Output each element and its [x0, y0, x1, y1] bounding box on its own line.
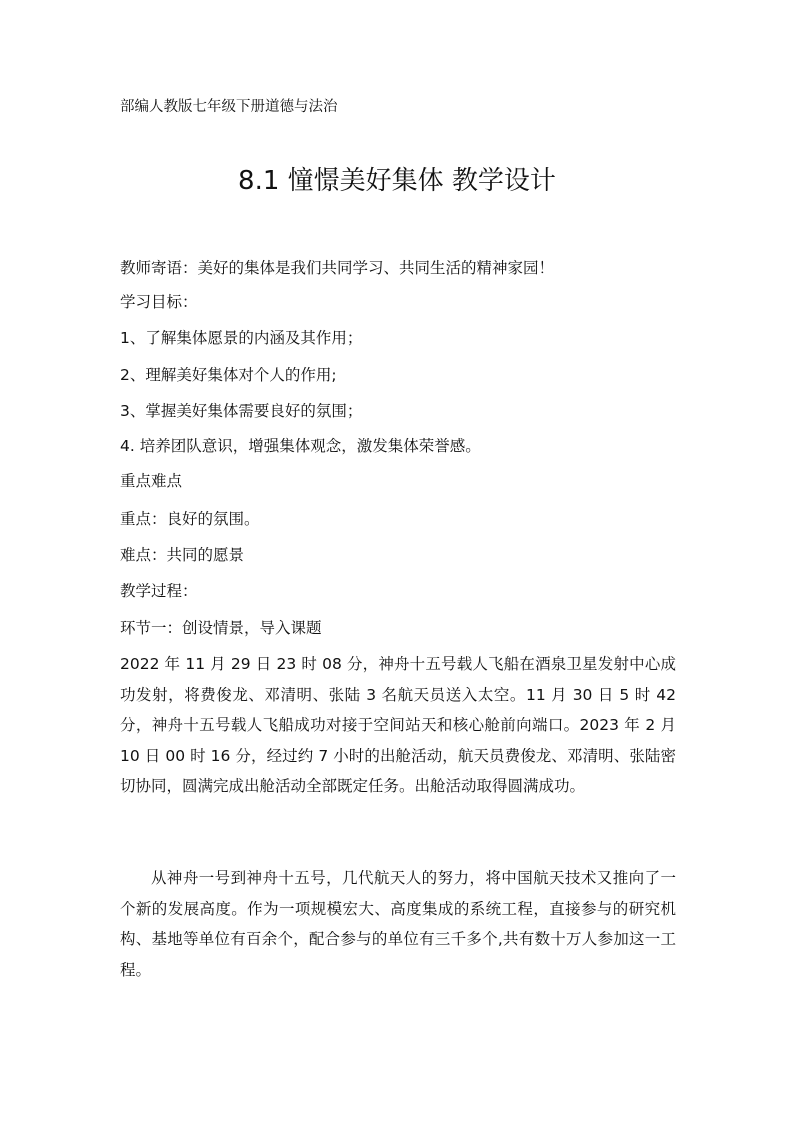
key-points-heading: 重点难点	[120, 472, 183, 490]
key-point: 重点：良好的氛围。	[120, 510, 260, 528]
process-heading: 教学过程：	[120, 582, 198, 600]
paragraph-1: 2022 年 11 月 29 日 23 时 08 分，神舟十五号载人飞船在酒泉卫星发射中心成功发射，将费俊龙、邓清明、张陆 3 名航天员送入太空。11 月 30 日 5 时 42 分，神舟十五号载人飞船成功对接于空间站天和核心舱前向端口。2023 年 2 月 10 日 00 时 16 分，经过约 7 小时的出舱活动，航天员费俊龙、邓清明、张陆密切协同，圆满完成出舱活动全部既定任务。出舱活动取得圆满成功。	[120, 655, 676, 796]
objective-item: 4. 培养团队意识，增强集体观念，激发集体荣誉感。	[120, 437, 481, 455]
step1-heading: 环节一：创设情景，导入课题	[120, 619, 322, 637]
objective-item: 1、了解集体愿景的内涵及其作用；	[120, 329, 363, 347]
objective-item: 2、理解美好集体对个人的作用;	[120, 366, 337, 384]
difficult-point: 难点：共同的愿景	[120, 546, 245, 564]
objective-item: 3、掌握美好集体需要良好的氛围；	[120, 402, 363, 420]
paragraph-2: 从神舟一号到神舟十五号，几代航天人的努力，将中国航天技术又推向了一个新的发展高度。作为一项规模宏大、高度集成的系统工程，直接参与的研究机构、基地等单位有百余个，配合参与的单位有三千多个,共有数十万人参加这一工程。	[120, 869, 676, 979]
teacher-message: 教师寄语：美好的集体是我们共同学习、共同生活的精神家园！	[120, 259, 555, 277]
page-title: 8.1 憧憬美好集体 教学设计	[238, 166, 556, 196]
series-label: 部编人教版七年级下册道德与法治	[120, 99, 338, 115]
objectives-heading: 学习目标：	[120, 293, 198, 311]
